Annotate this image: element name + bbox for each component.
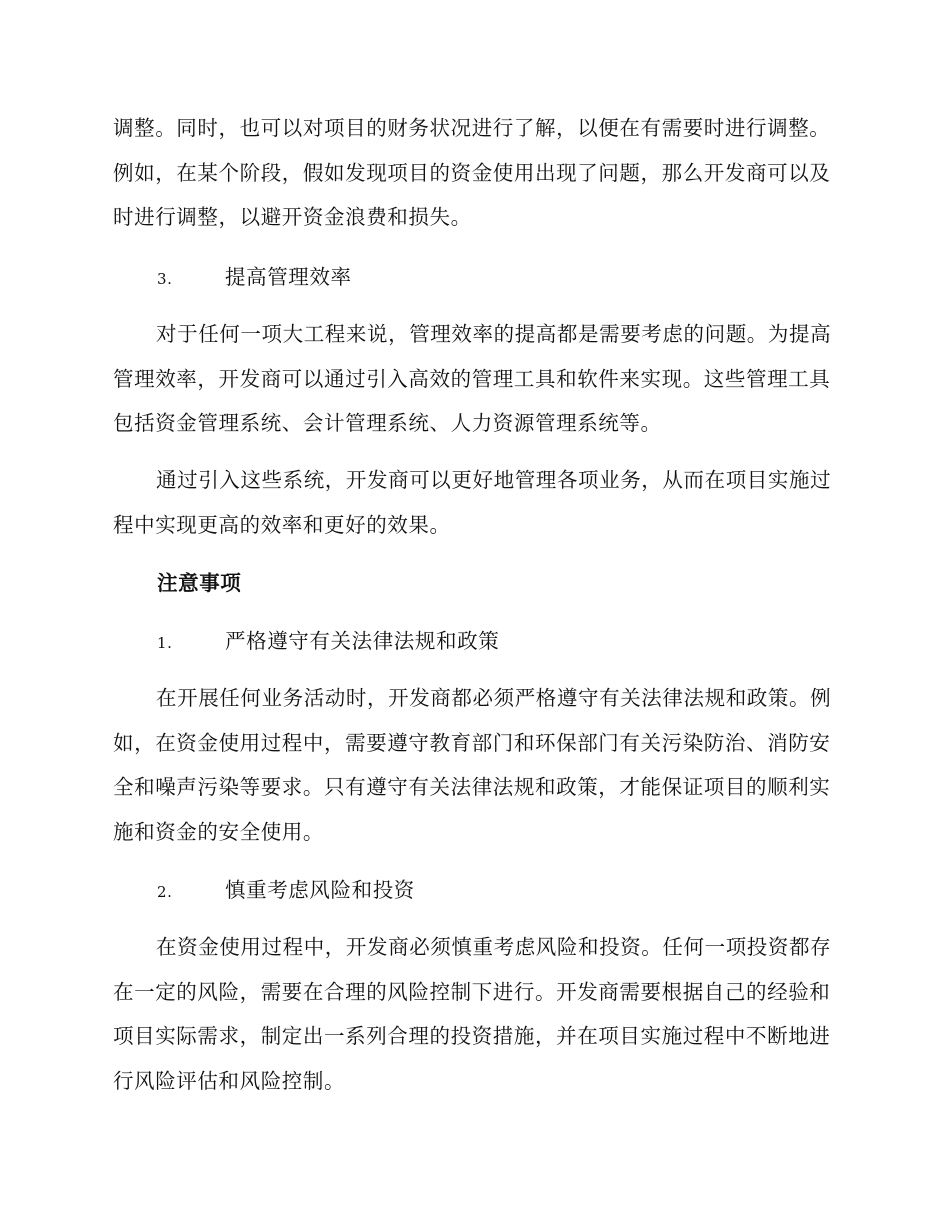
paragraph-systems-benefit: 通过引入这些系统，开发商可以更好地管理各项业务，从而在项目实施过程中实现更高的效率和更好的效果。	[113, 468, 832, 537]
list-item-2	[157, 875, 415, 907]
list-item-title: 慎重考虑风险和投资	[225, 878, 415, 902]
list-number: 1.	[157, 634, 173, 652]
list-number: 3.	[157, 270, 173, 288]
paragraph-legal-compliance: 在开展任何业务活动时，开发商都必须严格遵守有关法律法规和政策。例如，在资金使用过程中，需要遵守教育部门和环保部门有关污染防治、消防安全和噪声污染等要求。只有遵守有关法律法规和政策，才能保证项目的顺利实施和资金的安全使用。	[113, 686, 832, 844]
list-item-title: 严格遵守有关法律法规和政策	[225, 629, 500, 653]
paragraph-funding-adjustment: 调整。同时，也可以对项目的财务状况进行了解，以便在有需要时进行调整。例如，在某个阶段，假如发现项目的资金使用出现了问题，那么开发商可以及时进行调整，以避开资金浪费和损失。	[113, 116, 831, 229]
list-item-title: 提高管理效率	[225, 265, 352, 289]
list-item-3	[157, 262, 352, 294]
paragraph-risk-investment: 在资金使用过程中，开发商必须慎重考虑风险和投资。任何一项投资都存在一定的风险，需要在合理的风险控制下进行。开发商需要根据自己的经验和项目实际需求，制定出一系列合理的投资措施，并在项目实施过程中不断地进行风险评估和风险控制。	[113, 935, 832, 1093]
list-number: 2.	[157, 883, 173, 901]
paragraph-management-efficiency: 对于任何一项大工程来说，管理效率的提高都是需要考虑的问题。为提高管理效率，开发商可以通过引入高效的管理工具和软件来实现。这些管理工具包括资金管理系统、会计管理系统、人力资源管理系统等。	[113, 322, 832, 435]
list-item-1	[157, 626, 499, 658]
section-heading: 注意事项	[157, 571, 242, 595]
